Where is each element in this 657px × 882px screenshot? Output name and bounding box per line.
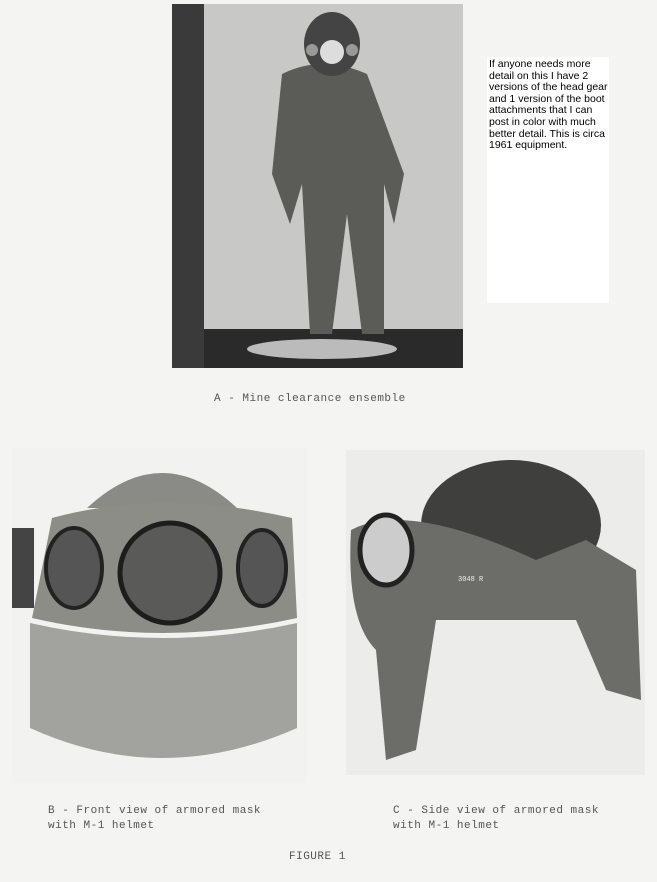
caption-b — [48, 804, 261, 834]
photo-a-mine-clearance-ensemble — [172, 4, 463, 368]
caption-a: A - Mine clearance ensemble — [214, 393, 406, 405]
caption-c-line1: C - Side view of armored mask — [393, 805, 599, 817]
photo-c-side-view-mask — [346, 450, 645, 775]
photo-c-label: 3048 R — [458, 576, 484, 584]
caption-b-line1: B - Front view of armored mask — [48, 805, 262, 817]
photo-b-front-view-mask — [12, 448, 307, 783]
annotation-note: If anyone needs more detail on this I have 2 versions of the head gear and 1 version of the boot attachments that I can post in color with much better detail. This is circa 1961 equipment. — [487, 57, 609, 303]
figure-label: FIGURE 1 — [289, 851, 346, 863]
caption-c-line2: with M-1 helmet — [393, 820, 500, 832]
caption-b-line2: with M-1 helmet — [48, 820, 155, 832]
caption-c — [393, 804, 599, 834]
